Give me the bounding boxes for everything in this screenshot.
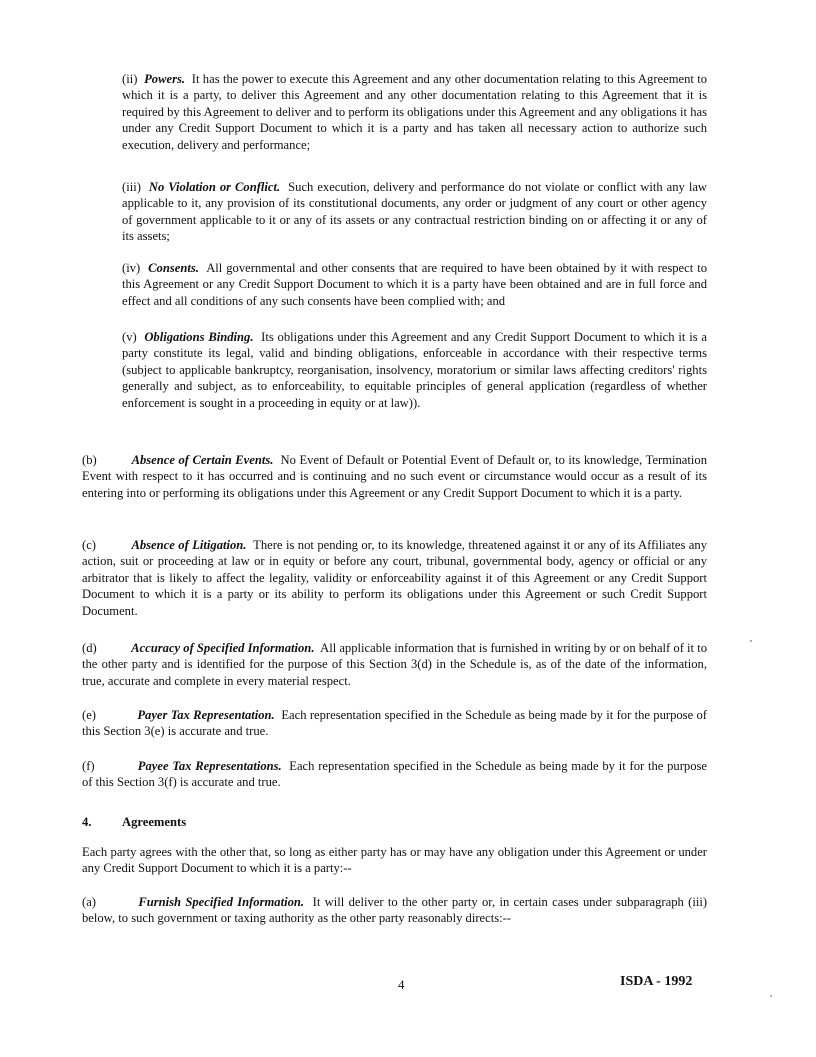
clause-text: Each representation specified in the Schedule as being made by it for the purpose of this Section 3(f) is accurate and true. xyxy=(82,759,708,790)
clause-heading: Absence of Litigation. xyxy=(131,538,247,552)
clause-c xyxy=(82,537,707,619)
clause-iv xyxy=(122,260,707,309)
clause-heading: Payer Tax Representation. xyxy=(137,708,275,722)
clause-number: (c) xyxy=(82,538,96,552)
clause-iii xyxy=(122,179,707,245)
clause-number: (f) xyxy=(82,759,95,773)
clause-heading: Furnish Specified Information. xyxy=(138,895,305,909)
section-4-heading xyxy=(82,815,186,830)
clause-text: Each representation specified in the Schedule as being made by it for the purpose of this Section 3(e) is accurate and true. xyxy=(82,708,707,739)
document-id: ISDA - 1992 xyxy=(620,974,693,989)
clause-heading: Accuracy of Specified Information. xyxy=(131,641,315,655)
clause-number: (a) xyxy=(82,895,96,909)
clause-number: (iv) xyxy=(122,261,141,275)
scan-speck xyxy=(750,640,752,642)
clause-heading: Consents. xyxy=(148,261,199,275)
clause-heading: Absence of Certain Events. xyxy=(131,453,274,467)
clause-text: Its obligations under this Agreement and any Credit Support Document to which it is a party constitute its legal, valid and binding obligations, enforceable in accordance with their respective terms (subject to applicable bankruptcy, reorganisation, insolvency, moratorium or similar laws affecting creditors' rights generally and subject, as to enforceability, to equitable principles of general application (regardless of whether enforcement is sought in a proceeding in equity or at law)). xyxy=(122,330,708,410)
section-4-intro: Each party agrees with the other that, so long as either party has or may have any obligation under this Agreement or under any Credit Support Document to which it is a party:-- xyxy=(82,845,707,876)
clause-heading: No Violation or Conflict. xyxy=(148,180,281,194)
clause-text: All governmental and other consents that are required to have been obtained by it with respect to this Agreement or any Credit Support Document to which it is a party have been obtained and are in full force and effect and all conditions of any such consents have been complied with; and xyxy=(122,261,708,308)
clause-number: (iii) xyxy=(122,180,141,194)
clause-v xyxy=(122,329,707,411)
clause-number: (v) xyxy=(122,330,137,344)
clause-ii xyxy=(122,71,707,153)
page-number: 4 xyxy=(398,977,405,992)
clause-heading: Obligations Binding. xyxy=(144,330,254,344)
section-number: 4. xyxy=(82,815,92,829)
clause-e xyxy=(82,707,707,740)
section-title: Agreements xyxy=(122,815,187,829)
clause-text: There is not pending or, to its knowledge, threatened against it or any of its Affiliates any action, suit or proceeding at law or in equity or before any court, tribunal, governmental body, agency or official or any arbitrator that is likely to affect the legality, validity or enforceability against it of this Agreement or any Credit Support Document to which it is a party or its ability to perform its obligations under this Agreement or such Credit Support Document. xyxy=(82,538,707,618)
clause-text: All applicable information that is furnished in writing by or on behalf of it to the other party and is identified for the purpose of this Section 3(d) in the Schedule is, as of the date of the information, true, accurate and complete in every material respect. xyxy=(82,641,707,688)
clause-number: (b) xyxy=(82,453,97,467)
clause-number: (d) xyxy=(82,641,97,655)
clause-text: No Event of Default or Potential Event of Default or, to its knowledge, Termination Event with respect to it has occurred and is continuing and no such event or circumstance would occur as a result of its entering into or performing its obligations under this Agreement or any Credit Support Document to which it is a party. xyxy=(82,453,707,500)
scan-speck xyxy=(770,995,772,997)
clause-heading: Powers. xyxy=(144,72,186,86)
clause-text: It has the power to execute this Agreement and any other documentation relating to this Agreement to which it is a party, to deliver this Agreement and any other documentation relating to this Agreement that it is required by this Agreement to deliver and to perform its obligations under this Agreement and any obligations it has under any Credit Support Document to which it is a party and has taken all necessary action to authorize such execution, delivery and performance; xyxy=(122,72,708,152)
clause-number: (ii) xyxy=(122,72,138,86)
clause-b xyxy=(82,452,707,501)
clause-text: It will deliver to the other party or, in certain cases under subparagraph (iii) below, to such government or taxing authority as the other party reasonably directs:-- xyxy=(82,895,708,926)
clause-d xyxy=(82,640,707,689)
clause-f xyxy=(82,758,707,791)
clause-4a xyxy=(82,894,707,927)
clause-text: Such execution, delivery and performance do not violate or conflict with any law applicable to it, any provision of its constitutional documents, any order or judgment of any court or other agency of government applicable to it or any of its assets or any contractual restriction binding on or affecting it or any of its assets; xyxy=(122,180,708,244)
clause-heading: Payee Tax Representations. xyxy=(137,759,282,773)
clause-number: (e) xyxy=(82,708,96,722)
